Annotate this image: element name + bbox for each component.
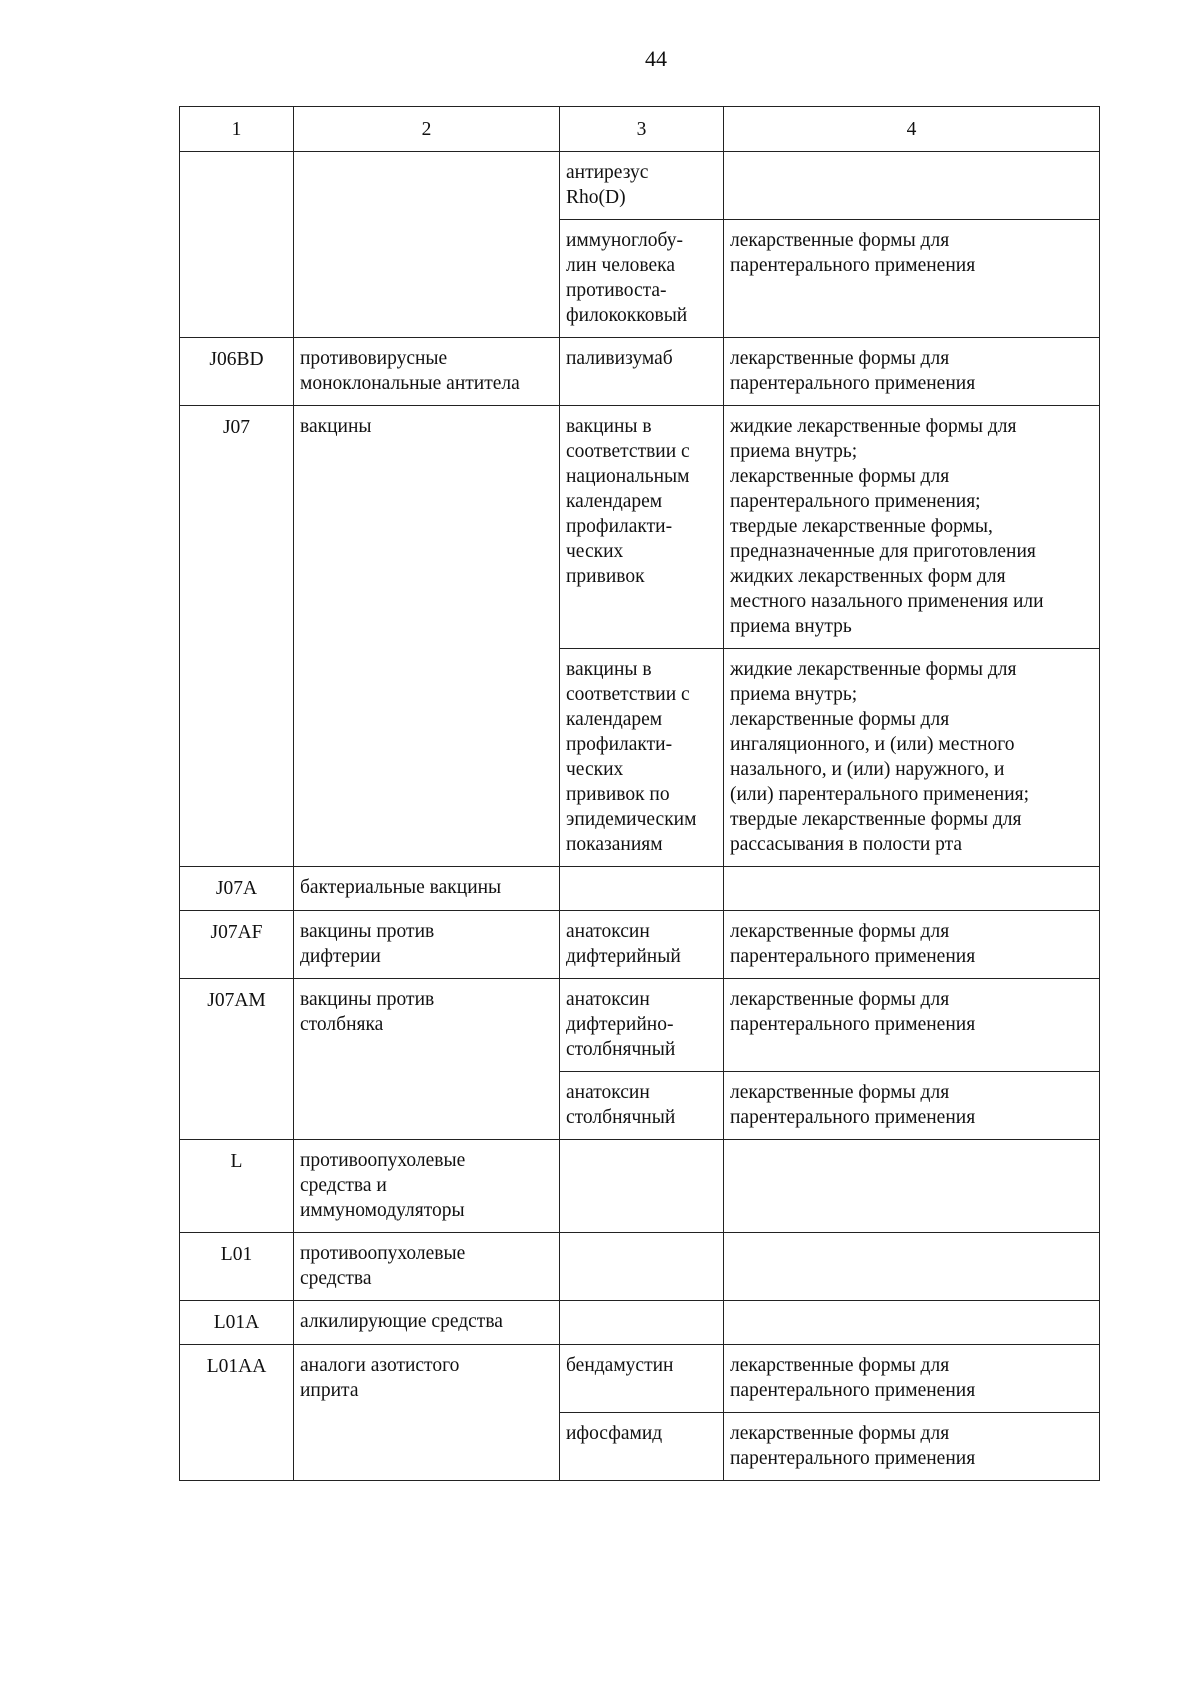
dosage-forms-cell (724, 1413, 1100, 1481)
drug-name: иммуноглобу- лин человека противоста- филококковый (566, 230, 688, 326)
table-row (180, 979, 1100, 1072)
dosage-forms: лекарственные формы для парентерального применения (730, 1423, 976, 1469)
atc-code: J07AM (207, 990, 266, 1011)
atc-code: J07A (215, 878, 258, 899)
group-name-cell (294, 1345, 560, 1481)
dosage-forms: лекарственные формы для парентерального применения (730, 348, 976, 394)
group-name: противоопухолевые средства и иммуномодуляторы (300, 1150, 466, 1221)
table-row (180, 867, 1100, 911)
drug-name-cell (560, 1072, 724, 1140)
drug-name-cell (560, 406, 724, 649)
atc-code: L (230, 1151, 243, 1172)
drug-name: ифосфамид (566, 1423, 663, 1444)
atc-code-cell (180, 1301, 294, 1345)
drug-registry-table (179, 106, 1100, 1481)
drug-name-cell (560, 1233, 724, 1301)
group-name-cell (294, 1301, 560, 1345)
group-name-cell (294, 1233, 560, 1301)
dosage-forms-cell (724, 1301, 1100, 1345)
dosage-forms-cell (724, 406, 1100, 649)
dosage-forms-cell (724, 152, 1100, 220)
dosage-forms: лекарственные формы для парентерального применения (730, 1355, 976, 1401)
group-name: вакцины против столбняка (300, 989, 435, 1035)
drug-name-cell (560, 867, 724, 911)
drug-name-cell (560, 152, 724, 220)
drug-name: анатоксин дифтерийно- столбнячный (566, 989, 676, 1060)
dosage-forms-cell (724, 338, 1100, 406)
drug-name-cell (560, 338, 724, 406)
drug-name: паливизумаб (566, 348, 673, 369)
atc-code-cell (180, 979, 294, 1140)
table-row (180, 406, 1100, 649)
dosage-forms-cell (724, 1345, 1100, 1413)
atc-code-cell (180, 911, 294, 979)
group-name: вакцины против дифтерии (300, 921, 435, 967)
group-name-cell (294, 911, 560, 979)
dosage-forms-cell (724, 911, 1100, 979)
table-row (180, 911, 1100, 979)
atc-code-cell (180, 338, 294, 406)
dosage-forms-cell (724, 1072, 1100, 1140)
atc-code: J07AF (210, 922, 263, 943)
atc-code-cell (180, 152, 294, 338)
column-header: 2 (294, 107, 560, 152)
drug-name: анатоксин дифтерийный (566, 921, 681, 967)
drug-name-cell (560, 911, 724, 979)
table-row (180, 1301, 1100, 1345)
drug-name-cell (560, 1345, 724, 1413)
group-name: противовирусные моноклональные антитела (300, 348, 520, 394)
group-name: вакцины (300, 416, 372, 437)
group-name-cell (294, 979, 560, 1140)
atc-code: J07 (222, 417, 251, 438)
group-name: бактериальные вакцины (300, 877, 502, 898)
drug-name: вакцины в соответствии с календарем профилакти- ческих прививок по эпидемическим показаниям (566, 659, 697, 855)
atc-code: L01A (213, 1312, 260, 1333)
page-number: 44 (645, 46, 667, 71)
dosage-forms-cell (724, 220, 1100, 338)
table-row (180, 1345, 1100, 1413)
drug-name-cell (560, 1301, 724, 1345)
dosage-forms: лекарственные формы для парентерального применения (730, 1082, 976, 1128)
dosage-forms: жидкие лекарственные формы для приема внутрь; лекарственные формы для ингаляционного, и (или) местного назального, и (или) наружного, и (или) парентерального применения; твердые лекарственные формы для рассасывания в полости рта (730, 659, 1030, 855)
dosage-forms-cell (724, 1140, 1100, 1233)
dosage-forms-cell (724, 1233, 1100, 1301)
dosage-forms: лекарственные формы для парентерального применения (730, 230, 976, 276)
group-name-cell (294, 152, 560, 338)
group-name-cell (294, 406, 560, 867)
group-name: противоопухолевые средства (300, 1243, 466, 1289)
drug-name-cell (560, 1140, 724, 1233)
drug-name: вакцины в соответствии с национальным календарем профилакти- ческих прививок (566, 416, 690, 587)
drug-name: анатоксин столбнячный (566, 1082, 676, 1128)
atc-code-cell (180, 867, 294, 911)
atc-code-cell (180, 1233, 294, 1301)
drug-name-cell (560, 220, 724, 338)
group-name-cell (294, 338, 560, 406)
drug-name: антирезус Rho(D) (566, 162, 649, 208)
column-header: 1 (180, 107, 294, 152)
table-body (180, 107, 1100, 1481)
atc-code: L01 (220, 1244, 253, 1265)
drug-name-cell (560, 649, 724, 867)
dosage-forms: лекарственные формы для парентерального применения (730, 921, 976, 967)
drug-name-cell (560, 1413, 724, 1481)
table-row (180, 152, 1100, 220)
group-name: аналоги азотистого иприта (300, 1355, 460, 1401)
dosage-forms: лекарственные формы для парентерального применения (730, 989, 976, 1035)
group-name-cell (294, 867, 560, 911)
table-row (180, 1140, 1100, 1233)
group-name-cell (294, 1140, 560, 1233)
dosage-forms-cell (724, 979, 1100, 1072)
dosage-forms-cell (724, 649, 1100, 867)
atc-code: J06BD (209, 349, 264, 370)
atc-code-cell (180, 1140, 294, 1233)
drug-name-cell (560, 979, 724, 1072)
header-row (180, 107, 1100, 152)
drug-name: бендамустин (566, 1355, 674, 1376)
column-header: 4 (724, 107, 1100, 152)
dosage-forms: жидкие лекарственные формы для приема внутрь; лекарственные формы для парентерального применения; твердые лекарственные формы, предназначенные для приготовления жидких лекарственных форм для местного назального применения или приема внутрь (730, 416, 1044, 637)
atc-code-cell (180, 1345, 294, 1481)
table-row (180, 1233, 1100, 1301)
atc-code-cell (180, 406, 294, 867)
table-row (180, 338, 1100, 406)
column-header: 3 (560, 107, 724, 152)
atc-code: L01AA (206, 1356, 267, 1377)
group-name: алкилирующие средства (300, 1311, 503, 1332)
dosage-forms-cell (724, 867, 1100, 911)
